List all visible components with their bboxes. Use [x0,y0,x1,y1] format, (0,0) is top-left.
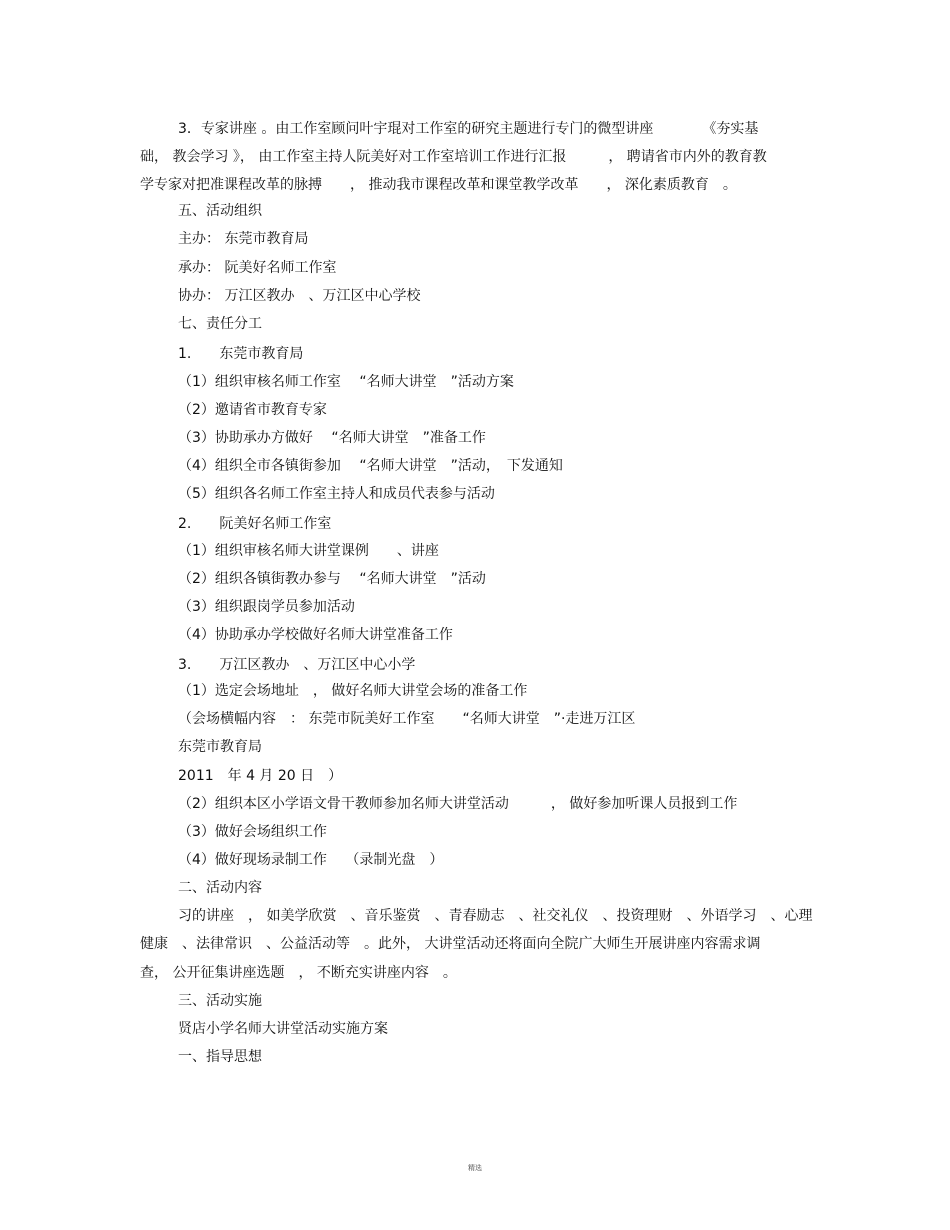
text-line: 贤店小学名师大讲堂活动实施方案 [178,1021,388,1037]
text-line: （3）做好会场组织工作 [178,824,327,840]
text-line: 2. 阮美好名师工作室 [178,516,332,532]
text-line: （2）组织本区小学语文骨干教师参加名师大讲堂活动 ， 做好参加听课人员报到工作 [178,796,738,812]
text-line: 3. 万江区教办 、万江区中心小学 [178,657,416,673]
text-line: 础， 教会学习 》， 由工作室主持人阮美好对工作室培训工作进行汇报 ， 聘请省市内外的教育教 [140,149,767,165]
text-line: （3）组织跟岗学员参加活动 [178,599,355,615]
text-line: 五、活动组织 [178,203,262,219]
text-line: 学专家对把准课程改革的脉搏 ， 推动我市课程改革和课堂教学改革 ， 深化素质教育 。 [140,177,737,193]
text-line: （5）组织各名师工作室主持人和成员代表参与活动 [178,486,495,502]
text-line: （3）协助承办方做好 “名师大讲堂 ”准备工作 [178,430,486,446]
text-line: 主办： 东莞市教育局 [178,231,309,247]
page-footer: 精选 [468,1164,482,1172]
text-line: 健康 、法律常识 、公益活动等 。此外， 大讲堂活动还将面向全院广大师生开展讲座内容需求调 [140,936,761,952]
text-line: 3．专家讲座 。由工作室顾问叶宇琨对工作室的研究主题进行专门的微型讲座 《夯实基 [178,121,759,137]
text-line: 七、责任分工 [178,316,262,332]
text-line: 承办： 阮美好名师工作室 [178,260,337,276]
text-line: 协办： 万江区教办 、万江区中心学校 [178,288,421,304]
text-line: 2011 年 4 月 20 日 ） [178,768,343,784]
text-line: 1. 东莞市教育局 [178,346,304,362]
text-line: 东莞市教育局 [178,739,262,755]
text-line: （4）做好现场录制工作 （录制光盘 ） [178,852,444,868]
text-line: 一、指导思想 [178,1049,262,1065]
text-line: （1）组织审核名师工作室 “名师大讲堂 ”活动方案 [178,374,514,390]
text-line: 三、活动实施 [178,993,262,1009]
text-line: （2）组织各镇街教办参与 “名师大讲堂 ”活动 [178,571,486,587]
text-line: （会场横幅内容 ： 东莞市阮美好工作室 “名师大讲堂 ”·走进万江区 [178,711,636,727]
text-line: （4）协助承办学校做好名师大讲堂准备工作 [178,627,453,643]
text-line: 二、活动内容 [178,880,262,896]
text-line: 习的讲座 ， 如美学欣赏 、音乐鉴赏 、青春励志 、社交礼仪 、投资理财 、外语学习 、心理 [178,908,813,924]
text-line: （1）选定会场地址 ， 做好名师大讲堂会场的准备工作 [178,683,528,699]
text-line: （4）组织全市各镇街参加 “名师大讲堂 ”活动， 下发通知 [178,458,563,474]
text-line: 查， 公开征集讲座选题 ， 不断充实讲座内容 。 [140,965,457,981]
text-line: （2）邀请省市教育专家 [178,402,327,418]
text-line: （1）组织审核名师大讲堂课例 、讲座 [178,543,439,559]
